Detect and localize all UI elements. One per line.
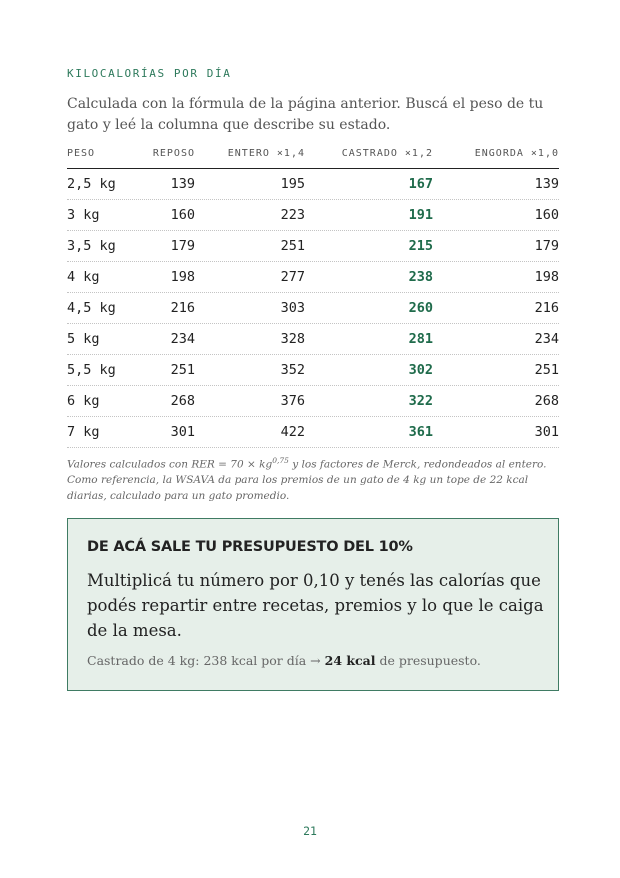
cell-castrado: 281 xyxy=(408,331,433,347)
cell-reposo: 251 xyxy=(170,362,195,378)
callout-body: Multiplicá tu número por 0,10 y tenés las calorías que podés repartir entre recetas, premios y lo que le caiga de la mesa. xyxy=(87,571,544,640)
budget-callout-box xyxy=(67,518,559,691)
footnote-exponent: 0,75 xyxy=(272,456,289,465)
cell-reposo: 198 xyxy=(170,269,195,285)
cell-engorda: 216 xyxy=(534,300,559,316)
cell-reposo: 268 xyxy=(170,393,195,409)
example-text-end: de presupuesto. xyxy=(375,653,481,668)
table-row xyxy=(67,262,559,293)
header-engorda: ENGORDA ×1,0 xyxy=(474,148,559,159)
cell-reposo: 160 xyxy=(170,207,195,223)
cell-reposo: 301 xyxy=(170,424,195,440)
cell-engorda: 251 xyxy=(534,362,559,378)
cell-engorda: 198 xyxy=(534,269,559,285)
callout-title: DE ACÁ SALE TU PRESUPUESTO DEL 10% xyxy=(87,539,413,555)
table-header xyxy=(67,142,559,169)
cell-peso: 7 kg xyxy=(67,424,100,440)
header-peso: PESO xyxy=(67,148,96,159)
section-eyebrow: KILOCALORÍAS POR DÍA xyxy=(67,67,232,80)
cell-engorda: 139 xyxy=(534,176,559,192)
calorie-table xyxy=(67,142,559,448)
cell-entero: 376 xyxy=(280,393,305,409)
cell-entero: 328 xyxy=(280,331,305,347)
cell-entero: 223 xyxy=(280,207,305,223)
cell-peso: 6 kg xyxy=(67,393,100,409)
callout-example xyxy=(87,653,547,668)
cell-castrado: 238 xyxy=(408,269,433,285)
table-row xyxy=(67,293,559,324)
footnote-text-start: Valores calculados con RER = 70 × kg xyxy=(67,458,273,471)
cell-peso: 3 kg xyxy=(67,207,100,223)
header-castrado: CASTRADO ×1,2 xyxy=(341,148,433,159)
header-reposo: REPOSO xyxy=(152,148,195,159)
cell-castrado: 302 xyxy=(408,362,433,378)
cell-engorda: 268 xyxy=(534,393,559,409)
cell-entero: 303 xyxy=(280,300,305,316)
cell-engorda: 234 xyxy=(534,331,559,347)
table-footnote xyxy=(67,453,557,504)
cell-peso: 5 kg xyxy=(67,331,100,347)
cell-entero: 277 xyxy=(280,269,305,285)
cell-peso: 3,5 kg xyxy=(67,238,116,254)
cell-castrado: 215 xyxy=(408,238,433,254)
cell-reposo: 234 xyxy=(170,331,195,347)
example-text-start: Castrado de 4 kg: 238 kcal por día → xyxy=(87,653,325,668)
cell-castrado: 167 xyxy=(408,176,433,192)
table-row xyxy=(67,355,559,386)
table-row xyxy=(67,386,559,417)
cell-castrado: 361 xyxy=(408,424,433,440)
footnote-text-end: y los factores de Merck, redondeados al entero. Como referencia, la WSAVA da para los premios de un gato de 4 kg un tope de 22 kcal diarias, calculado para un gato promedio. xyxy=(67,458,547,502)
cell-reposo: 179 xyxy=(170,238,195,254)
cell-engorda: 160 xyxy=(534,207,559,223)
cell-entero: 422 xyxy=(280,424,305,440)
cell-peso: 4,5 kg xyxy=(67,300,116,316)
page-number: 21 xyxy=(303,824,317,838)
cell-engorda: 179 xyxy=(534,238,559,254)
cell-entero: 195 xyxy=(280,176,305,192)
cell-castrado: 191 xyxy=(408,207,433,223)
cell-entero: 352 xyxy=(280,362,305,378)
cell-reposo: 216 xyxy=(170,300,195,316)
cell-engorda: 301 xyxy=(534,424,559,440)
cell-reposo: 139 xyxy=(170,176,195,192)
table-row xyxy=(67,324,559,355)
example-budget-value: 24 kcal xyxy=(324,653,376,668)
cell-peso: 4 kg xyxy=(67,269,100,285)
table-row xyxy=(67,200,559,231)
cell-entero: 251 xyxy=(280,238,305,254)
cell-peso: 2,5 kg xyxy=(67,176,116,192)
table-row xyxy=(67,417,559,448)
table-row xyxy=(67,231,559,262)
header-entero: ENTERO ×1,4 xyxy=(227,148,305,159)
table-row xyxy=(67,169,559,200)
cell-peso: 5,5 kg xyxy=(67,362,116,378)
intro-paragraph: Calculada con la fórmula de la página anterior. Buscá el peso de tu gato y leé la columna que describe su estado. xyxy=(67,96,544,133)
cell-castrado: 322 xyxy=(408,393,433,409)
cell-castrado: 260 xyxy=(408,300,433,316)
